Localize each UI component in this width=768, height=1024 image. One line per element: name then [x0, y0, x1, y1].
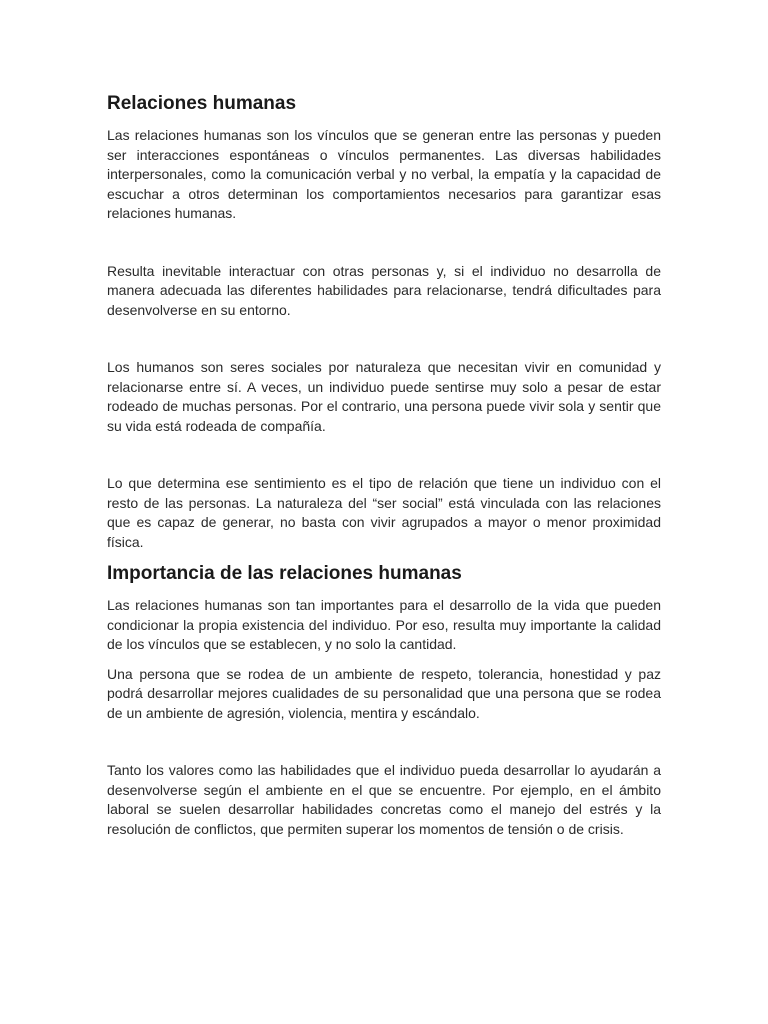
document-body [107, 92, 661, 839]
paragraph: Una persona que se rodea de un ambiente de respeto, tolerancia, honestidad y paz podrá desarrollar mejores cualidades de su personalidad que una persona que se rodea de un ambiente de agresión, violencia, mentira y escándalo. [107, 665, 661, 721]
paragraph: Resulta inevitable interactuar con otras personas y, si el individuo no desarrolla de manera adecuada las diferentes habilidades para relacionarse, tendrá dificultades para desenvolverse en su entorno. [107, 262, 661, 318]
paragraph: Las relaciones humanas son tan importantes para el desarrollo de la vida que pueden condicionar la propia existencia del individuo. Por eso, resulta muy importante la calidad de los vínculos que se establecen, y no solo la cantidad. [107, 597, 661, 652]
paragraph: Tanto los valores como las habilidades que el individuo pueda desarrollar lo ayudarán a desenvolverse según el ambiente en el que se encuentre. Por ejemplo, en el ámbito laboral se suelen desarrollar habilidades concretas como el manejo del estrés y la resolución de conflictos, que permiten superar los momentos de tensión o de crisis. [107, 762, 661, 837]
paragraph: Lo que determina ese sentimiento es el tipo de relación que tiene un individuo con el resto de las personas. La naturaleza del “ser social” está vinculada con las relaciones que es capaz de generar, no basta con vivir agrupados a mayor o menor proximidad física. [107, 475, 661, 550]
paragraph: Los humanos son seres sociales por naturaleza que necesitan vivir en comunidad y relacionarse entre sí. A veces, un individuo puede sentirse muy solo a pesar de estar rodeado de muchas personas. Por el contrario, una persona puede vivir sola y sentir que su vida está rodeada de compañía. [107, 359, 661, 434]
section-heading-relaciones-humanas: Relaciones humanas [107, 93, 297, 114]
section-heading-importancia: Importancia de las relaciones humanas [107, 563, 462, 584]
paragraph: Las relaciones humanas son los vínculos que se generan entre las personas y pueden ser interacciones espontáneas o vínculos permanentes. Las diversas habilidades interpersonales, como la comunicación verbal y no verbal, la empatía y la capacidad de escuchar a otros determinan los comportamientos necesarios para garantizar esas relaciones humanas. [107, 127, 661, 221]
